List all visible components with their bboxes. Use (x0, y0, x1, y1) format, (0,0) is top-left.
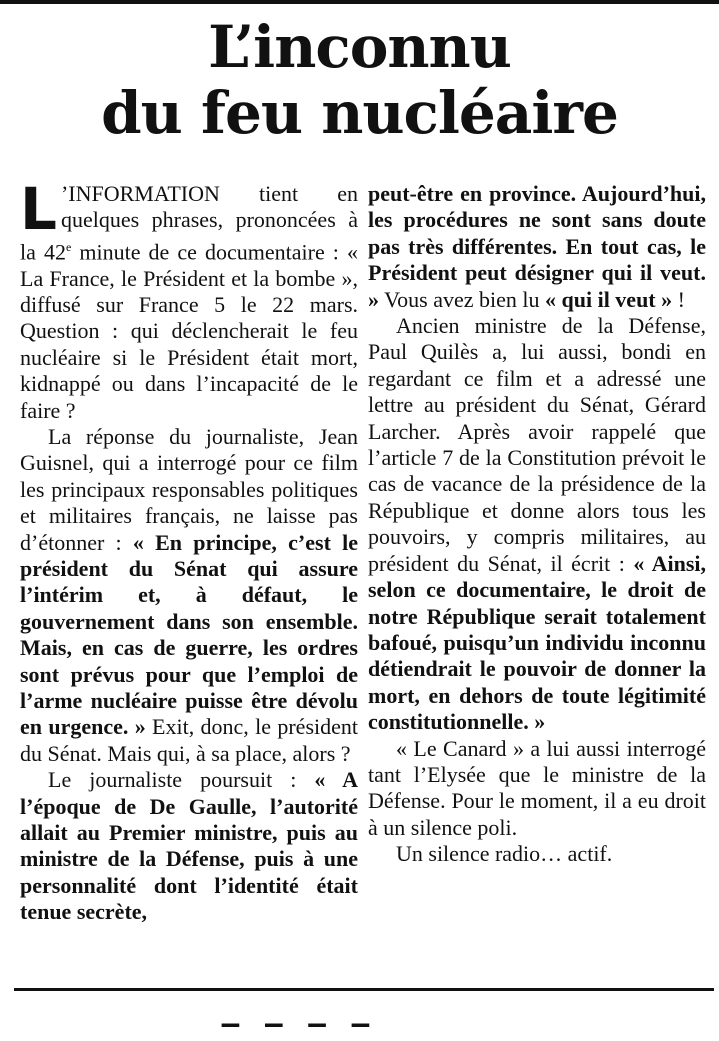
paragraph-4-quote: peut-être en province. Aujourd’hui, les procédures ne sont sans doute pas très différentes. En tout cas, le Président peut désigner qui il veut. » (368, 181, 706, 312)
paragraph-1-head: ’INFORMATION tient en quelques phrases, prononcées à la 42 (20, 181, 358, 265)
paragraph-3-text: Le journaliste poursuit : (48, 767, 315, 793)
paragraph-2-tail: Exit, donc, le président du Sénat. Mais qui, à sa place, alors ? (20, 714, 358, 766)
paragraph-2 (20, 424, 358, 767)
article-column-1 (20, 175, 358, 926)
paragraph-4-quote-2: « qui il veut » (545, 286, 673, 312)
top-rule (0, 0, 719, 4)
paragraph-5 (368, 313, 706, 736)
paragraph-6: « Le Canard » a lui aussi interrogé tant l’Elysée que le ministre de la Défense. Pour le moment, il a eu droit à un silence poli. (368, 735, 706, 840)
paragraph-4-text: Vous avez bien lu (379, 286, 545, 312)
headline (0, 14, 719, 146)
paragraph-7: Un silence radio… actif. (396, 841, 613, 867)
article-column-2 (368, 181, 706, 868)
paragraph-2-text: La réponse du journaliste, Jean Guisnel, qui a interrogé pour ce film les principaux responsables politiques et militaires français, ne laisse pas d’étonner : (20, 423, 358, 555)
bottom-rule (14, 988, 714, 991)
paragraph-1-tail: minute de ce documentaire : « La France, le Président et la bombe », diffusé sur France 5 le 22 mars. Question : qui déclencherait le feu nucléaire si le Président était mort, kidnappé ou dans l’incapacité de le faire ? (20, 239, 358, 423)
paragraph-3 (20, 767, 358, 925)
paragraph-3-quote: « A l’époque de De Gaulle, l’autorité allait au Premier ministre, puis au ministre de la Défense, puis à une personnalité dont l’identité était tenue secrète, (20, 767, 358, 925)
paragraph-4 (368, 181, 706, 313)
headline-line-2: du feu nucléaire (101, 79, 618, 147)
drop-cap: L (20, 175, 57, 243)
paragraph-2-quote: « En principe, c’est le président du Sénat qui assure l’intérim et, à défaut, le gouvernement dans son ensemble. Mais, en cas de guerre, les ordres sont prévus pour que l’emploi de l’arme nucléaire puisse être dévolu en urgence. » (20, 529, 358, 740)
headline-line-1: L’inconnu (208, 13, 511, 81)
paragraph-4-end: ! (672, 286, 685, 312)
paragraph-1 (20, 175, 358, 424)
paragraph-5-text: Ancien ministre de la Défense, Paul Quilès a, lui aussi, bondi en regardant ce film et a adressé une lettre au président du Sénat, Gérard Larcher. Après avoir rappelé que l’article 7 de la Constitution prévoit le cas de vacance de la présidence de la République et donne alors tous les pouvoirs, y compris militaires, au président du Sénat, il écrit : (368, 313, 706, 576)
ordinal-superscript: e (65, 239, 72, 254)
cropped-next-headline: ‒ ‒ ‒ ‒ (220, 1006, 377, 1041)
paragraph-5-quote: « Ainsi, selon ce documentaire, le droit de notre République serait totalement bafoué, puisqu’un individu inconnu détiendrait le pouvoir de donner la mort, en dehors de toute légitimité constitutionnelle. » (368, 550, 707, 735)
